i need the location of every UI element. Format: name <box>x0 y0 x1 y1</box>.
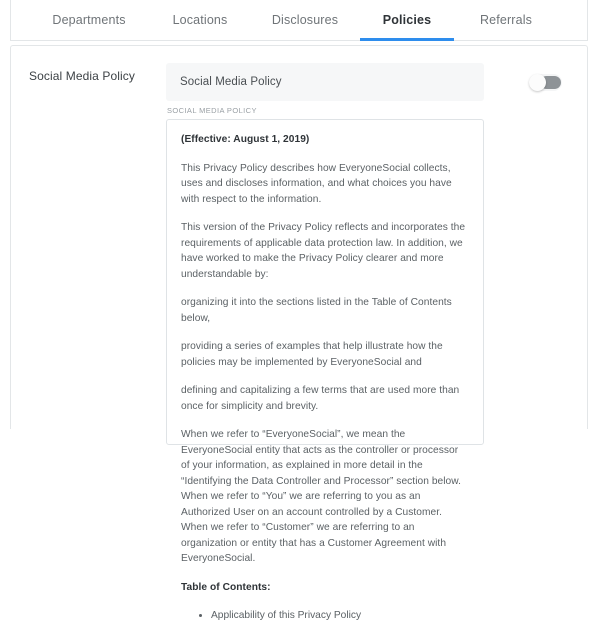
policy-row-label: Social Media Policy <box>29 69 135 83</box>
policy-paragraph: organizing it into the sections listed in the Table of Contents below, <box>181 297 452 324</box>
policy-paragraph: providing a series of examples that help illustrate how the policies may be implemented by EveryoneSocial and <box>181 341 443 368</box>
policy-title-input[interactable] <box>166 63 484 101</box>
tab-departments[interactable] <box>29 0 149 41</box>
list-item[interactable]: • Applicability of this Privacy Policy <box>211 608 469 624</box>
tab-list <box>11 0 556 41</box>
tab-locations[interactable] <box>150 0 250 41</box>
policy-section-caption: SOCIAL MEDIA POLICY <box>167 106 257 115</box>
policy-field-column <box>166 63 484 621</box>
tab-departments-label: Departments <box>52 12 126 27</box>
policy-toc-list <box>181 608 469 624</box>
toggle-knob <box>529 74 546 91</box>
policy-paragraph: defining and capitalizing a few terms that are used more than once for simplicity and brevity. <box>181 385 460 412</box>
tab-policies-label: Policies <box>382 12 432 27</box>
policy-title-value: Social Media Policy <box>180 76 282 88</box>
policy-paragraph: This Privacy Policy describes how EveryoneSocial collects, uses and discloses information, and what choices you have with respect to the information. <box>181 162 452 205</box>
tab-disclosures-label: Disclosures <box>271 12 339 27</box>
tab-locations-label: Locations <box>172 12 228 27</box>
social-media-policy-toggle[interactable] <box>529 74 562 91</box>
policy-paragraph: This version of the Privacy Policy reflects and incorporates the requirements of applicable data protection law. In addition, we have worked to make the Privacy Policy clearer and more understandable by: <box>181 222 466 280</box>
policy-paragraph: When we refer to “EveryoneSocial”, we mean the EveryoneSocial entity that acts as the controller or processor of your information, as explained in more detail in the “Identifying the Data Controller and Processor” section below. When we refer to “You” we are referring to you as an Authorized User on an account controlled by a Customer. When we refer to “Customer” we are referring to an organization or entity that has a Customer Agreement with EveryoneSocial. <box>181 429 462 564</box>
policy-effective-date: (Effective: August 1, 2019) <box>181 134 310 145</box>
tab-referrals-label: Referrals <box>479 12 533 27</box>
policies-panel <box>10 45 588 621</box>
tab-disclosures[interactable] <box>252 0 358 41</box>
tab-referrals[interactable] <box>456 0 556 41</box>
active-tab-underline <box>360 38 454 41</box>
policy-document-body[interactable] <box>166 119 484 621</box>
tab-bar <box>10 0 588 41</box>
tab-policies[interactable] <box>360 0 454 41</box>
policy-toc-heading: Table of Contents: <box>181 581 271 593</box>
